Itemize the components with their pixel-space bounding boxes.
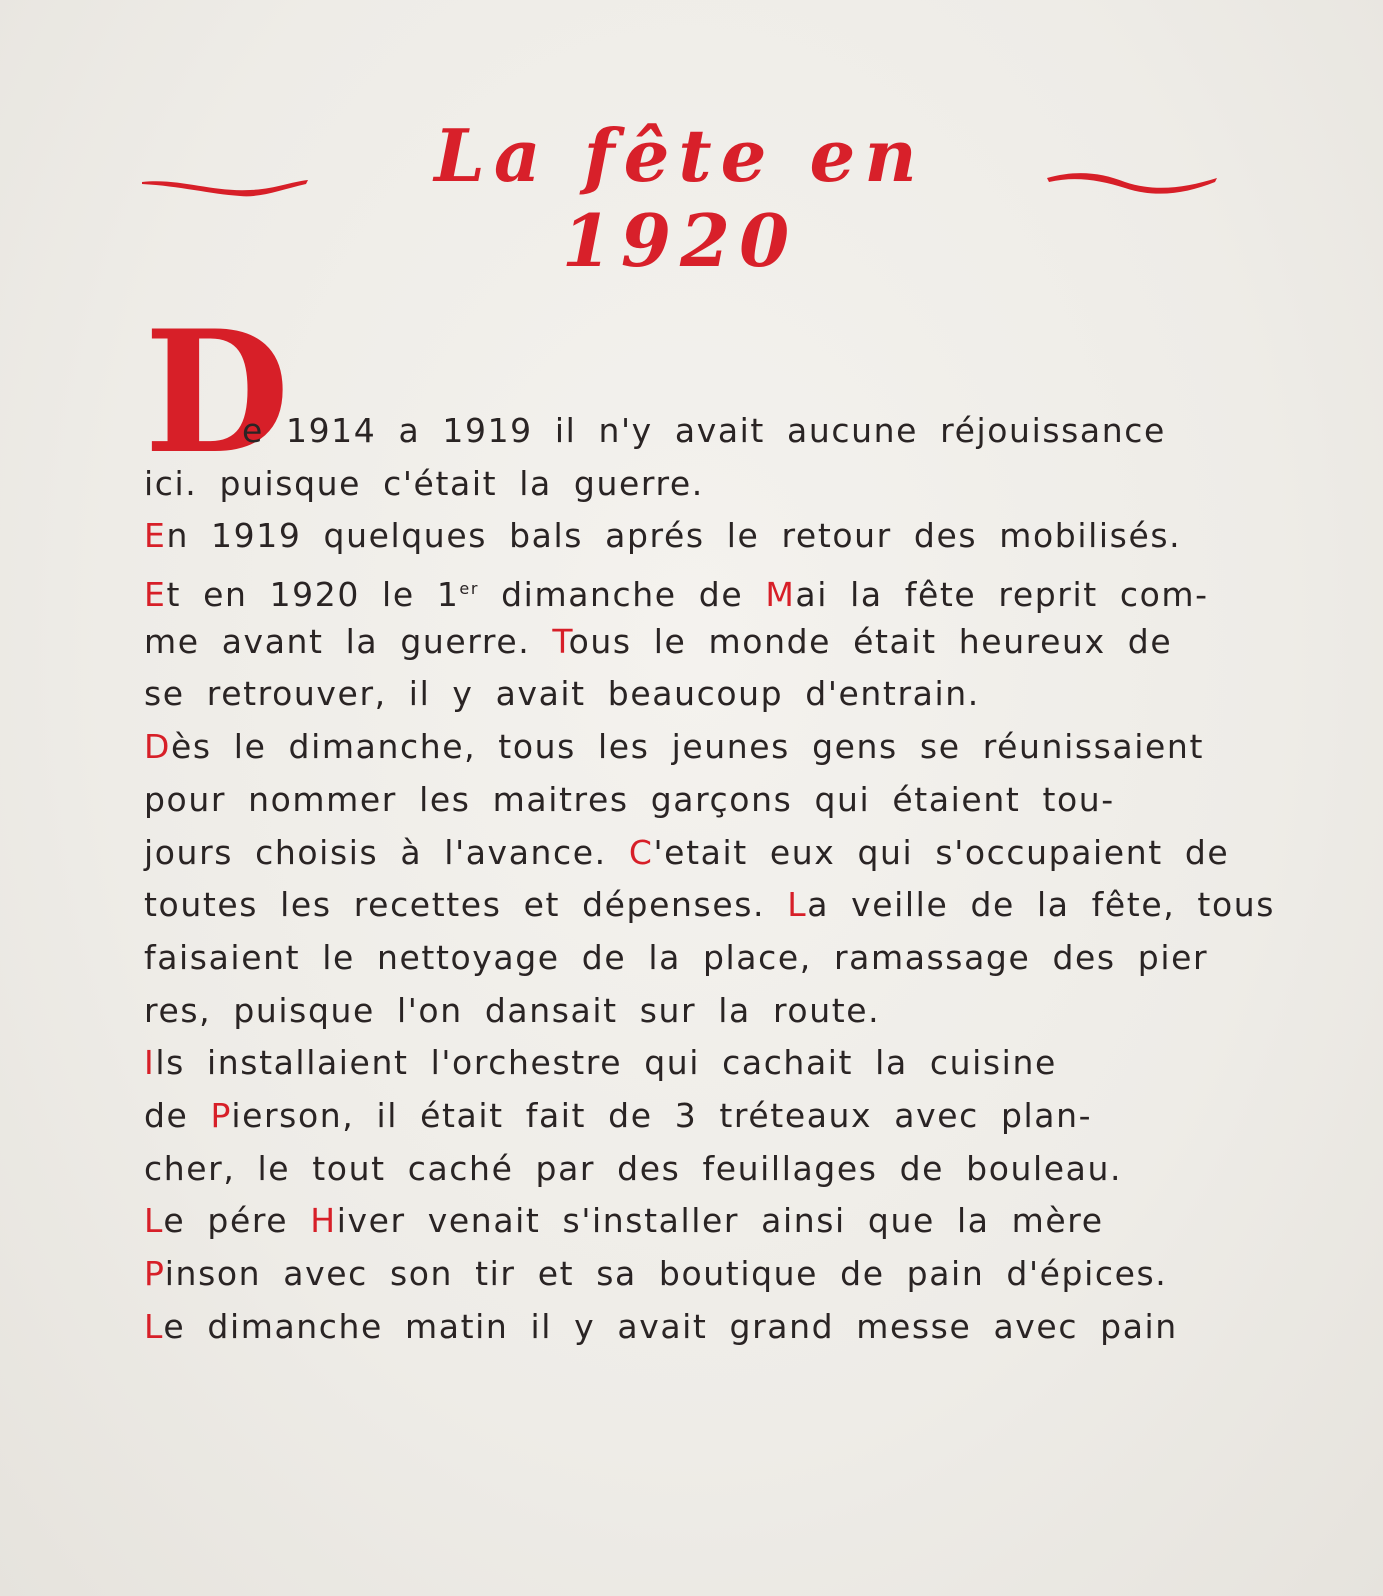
text-segment: iver venait s'installer ainsi que la mère <box>336 1201 1104 1241</box>
red-initial-letter: E <box>144 575 167 615</box>
text-segment: faisaient le nettoyage de la place, ramassage des pier <box>144 937 1209 977</box>
red-initial-letter: I <box>144 1043 156 1083</box>
text-line <box>144 510 1234 563</box>
text-line <box>144 1090 1234 1143</box>
red-initial-letter: T <box>552 621 569 661</box>
text-line <box>144 1195 1234 1248</box>
text-segment: ierson, il était fait de 3 tréteaux avec plan- <box>231 1095 1093 1135</box>
red-initial-letter: D <box>144 727 172 767</box>
text-line <box>144 1143 1234 1196</box>
text-segment: 'etait eux qui s'occupaient de <box>653 832 1230 872</box>
red-initial-letter: L <box>787 885 808 925</box>
text-line <box>144 879 1276 932</box>
text-segment: ai la fête reprit com- <box>795 575 1209 615</box>
text-line <box>144 721 1234 774</box>
superscript-text: er <box>459 579 480 599</box>
text-line <box>144 458 1234 511</box>
text-segment: se retrouver, il y avait beaucoup d'entrain. <box>144 674 980 714</box>
text-segment: ls installaient l'orchestre qui cachait la cuisine <box>155 1043 1057 1083</box>
text-segment: de <box>144 1095 211 1135</box>
text-segment: pour nommer les maitres garçons qui étaient tou- <box>144 779 1115 819</box>
text-segment: jours choisis à l'avance. <box>144 832 629 872</box>
text-segment: a veille de la fête, tous <box>807 885 1276 925</box>
red-initial-letter: M <box>765 575 796 615</box>
text-segment: cher, le tout caché par des feuillages de bouleau. <box>144 1148 1123 1188</box>
right-swash-decoration <box>1045 160 1220 200</box>
text-segment: e 1914 a 1919 il n'y avait aucune réjouissance <box>242 411 1166 450</box>
text-segment: e dimanche matin il y avait grand messe avec pain <box>163 1306 1178 1346</box>
red-initial-letter: H <box>310 1201 337 1241</box>
page-title: La fête en 1920 <box>434 113 926 283</box>
red-initial-letter: E <box>144 516 167 556</box>
text-line <box>144 774 1234 827</box>
text-line <box>144 932 1234 985</box>
text-segment: ès le dimanche, tous les jeunes gens se réunissaient <box>171 727 1204 767</box>
text-segment: ici. puisque c'était la guerre. <box>144 463 704 503</box>
text-line <box>144 616 1234 669</box>
drop-cap: D <box>144 293 290 491</box>
text-line <box>144 827 1234 880</box>
text-segment: n 1919 quelques bals aprés le retour des mobilisés. <box>166 516 1182 556</box>
text-line <box>144 668 1234 721</box>
text-segment: ous le monde était heureux de <box>568 621 1173 661</box>
text-line <box>144 1037 1234 1090</box>
left-swash-decoration <box>140 160 310 200</box>
text-segment: dimanche de <box>479 575 766 615</box>
text-segment: inson avec son tir et sa boutique de pain d'épices. <box>164 1254 1168 1293</box>
title-block <box>140 105 1230 283</box>
text-line <box>144 1248 1234 1301</box>
text-segment: res, puisque l'on dansait sur la route. <box>144 990 881 1030</box>
red-initial-letter: C <box>628 832 654 872</box>
red-initial-letter: P <box>210 1095 232 1135</box>
handwritten-body-text <box>144 405 1276 1353</box>
text-segment: toutes les recettes et dépenses. <box>144 885 788 925</box>
text-line <box>144 563 1234 616</box>
red-initial-letter: P <box>144 1254 165 1293</box>
text-segment: t en 1920 le 1 <box>166 575 460 615</box>
text-line <box>144 985 1234 1038</box>
text-segment: me avant la guerre. <box>144 621 553 661</box>
red-initial-letter: L <box>144 1306 164 1346</box>
text-segment: e pére <box>163 1201 311 1241</box>
text-line <box>144 405 1234 458</box>
red-initial-letter: L <box>144 1201 164 1241</box>
text-line <box>144 1301 1234 1354</box>
